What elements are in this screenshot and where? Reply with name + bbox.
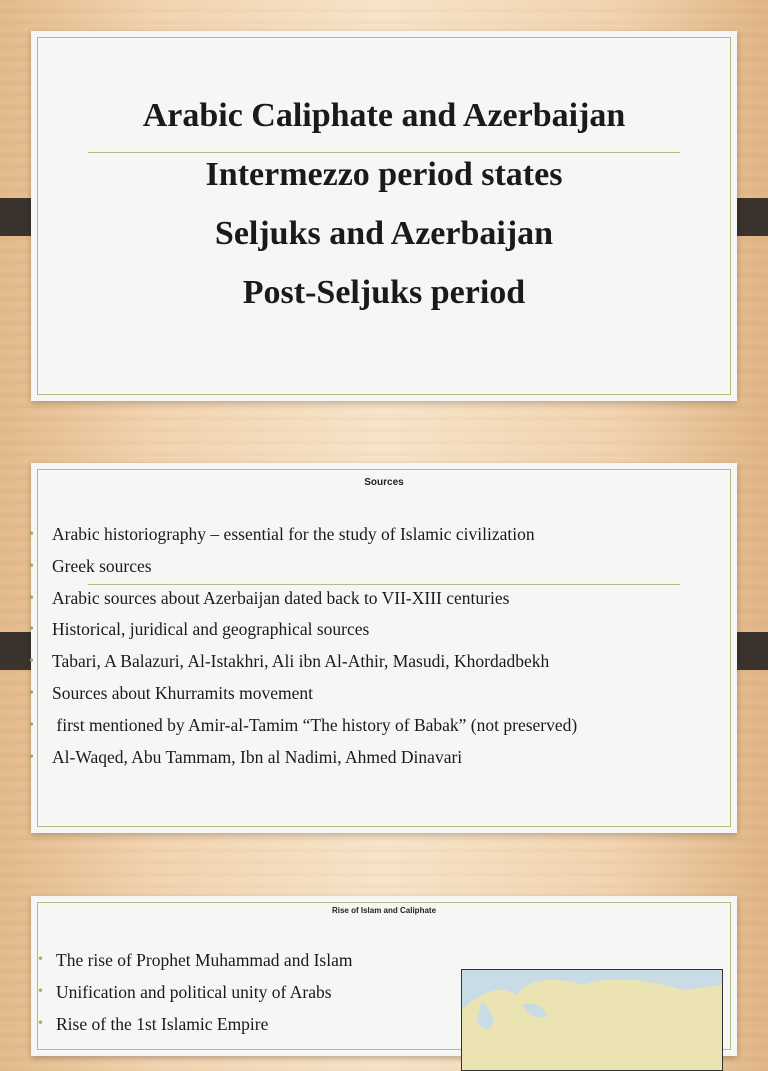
slide-sources	[31, 463, 737, 833]
heading-line: Arabic Caliphate and Azerbaijan	[142, 97, 626, 134]
slide-rise-of-islam	[31, 896, 737, 1056]
list-item: • Arabic sources about Azerbaijan dated back to VII-XIII centuries	[31, 583, 577, 615]
heading-line: Seljuks and Azerbaijan	[214, 215, 554, 252]
slide-title: Rise of Islam and Caliphate	[331, 906, 437, 915]
slide-title	[31, 31, 737, 401]
bullet-icon: •	[29, 685, 34, 701]
heading-line: Post-Seljuks period	[242, 274, 526, 311]
bullet-list	[31, 944, 352, 1040]
list-item: • Rise of the 1st Islamic Empire	[31, 1008, 352, 1040]
list-item: • first mentioned by Amir-al-Tamim “The history of Babak” (not preserved)	[31, 710, 577, 742]
bullet-icon: •	[38, 952, 43, 967]
list-item: • Greek sources	[31, 551, 577, 583]
bullet-icon: •	[29, 590, 34, 606]
list-item: • Sources about Khurramits movement	[31, 678, 577, 710]
title-list	[31, 86, 737, 322]
list-item: • The rise of Prophet Muhammad and Islam	[31, 944, 352, 976]
bullet-icon: •	[29, 654, 34, 670]
bullet-icon: •	[38, 984, 43, 999]
map-image	[461, 969, 723, 1071]
bullet-icon: •	[29, 717, 34, 733]
list-item: • Unification and political unity of Arabs	[31, 976, 352, 1008]
list-item: • Al-Waqed, Abu Tammam, Ibn al Nadimi, Ahmed Dinavari	[31, 742, 577, 774]
bullet-icon: •	[29, 527, 34, 542]
bullet-icon: •	[38, 1016, 43, 1031]
bullet-icon: •	[29, 558, 34, 574]
list-item: • Tabari, A Balazuri, Al-Istakhri, Ali ibn Al-Athir, Masudi, Khordadbekh	[31, 646, 577, 678]
bullet-list	[31, 519, 577, 773]
bullet-icon: •	[29, 749, 34, 765]
list-item: • Historical, juridical and geographical sources	[31, 614, 577, 646]
map-graphic	[462, 970, 722, 1070]
bullet-icon: •	[29, 622, 34, 638]
slide-title: Sources	[364, 477, 404, 488]
list-item: • Arabic historiography – essential for the study of Islamic civilization	[31, 519, 577, 551]
heading-line: Intermezzo period states	[205, 156, 563, 193]
